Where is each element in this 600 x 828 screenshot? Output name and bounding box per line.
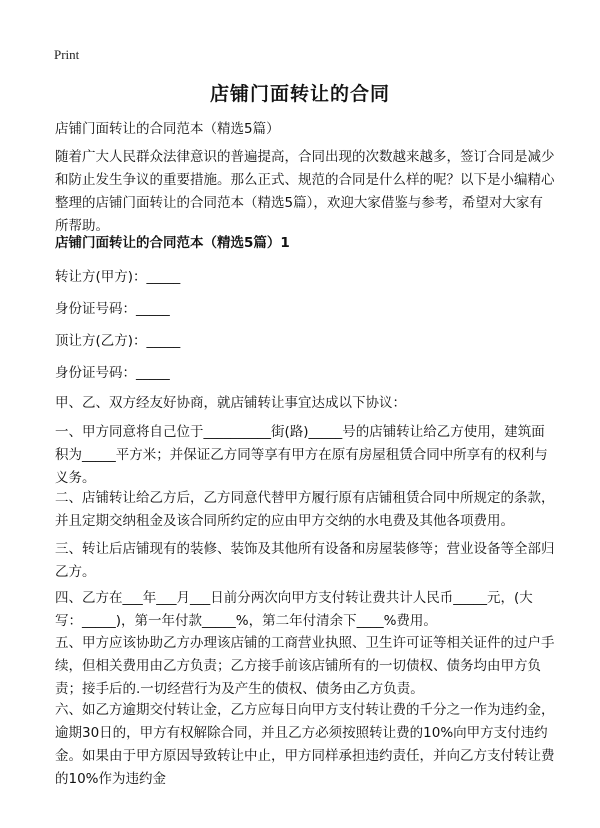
- clause-5: 五、甲方应该协助乙方办理该店铺的工商营业执照、卫生许可证等相关证件的过户手续，但相关费用由乙方负责；乙方接手前该店铺所有的一切债权、债务均由甲方负责；接手后的.一切经营行为及产生的债权、债务由乙方负责。: [55, 635, 555, 697]
- page-title: 店铺门面转让的合同: [209, 83, 390, 105]
- field-blank: _____: [146, 269, 181, 285]
- section-heading: 店铺门面转让的合同范本（精选5篇）1: [55, 235, 290, 251]
- clause-6: 六、如乙方逾期交付转让金，乙方应每日向甲方支付转让费的千分之一作为违约金，逾期30日的，甲方有权解除合同，并且乙方必须按照转让费的10%向甲方支付违约金。如果由于甲方原因导致转让中止，甲方同样承担违约责任，并向乙方支付转让费的10%作为违约金: [55, 702, 555, 787]
- clause-3: 三、转让后店铺现有的装修、装饰及其他所有设备和房屋装修等；营业设备等全部归乙方。: [55, 541, 555, 580]
- field-transferor-id: [55, 298, 555, 321]
- field-transferee-id: [55, 362, 555, 385]
- field-label: 转让方(甲方)：: [55, 269, 147, 285]
- field-blank: _____: [146, 333, 181, 349]
- print-link[interactable]: Print: [54, 47, 80, 62]
- field-label: 身份证号码：: [55, 301, 136, 317]
- field-transferee: [55, 330, 555, 353]
- agreement-intro: 甲、乙、双方经友好协商，就店铺转让事宜达成以下协议：: [55, 395, 406, 411]
- field-blank: _____: [136, 365, 170, 381]
- clause-4: 四、乙方在___年___月___日前分两次向甲方支付转让费共计人民币_____元，(大写：_____)，第一年付款_____%，第二年付清余下____%费用。: [55, 590, 533, 629]
- field-blank: _____: [136, 301, 170, 317]
- field-transferor: [55, 266, 555, 289]
- clause-1: 一、甲方同意将自己位于__________街(路)_____号的店铺转让给乙方使用，建筑面积为_____平方米；并保证乙方同等享有甲方在原有房屋租赁合同中所享有的权利与义务。: [55, 424, 548, 486]
- intro-paragraph: 随着广大人民群众法律意识的普遍提高，合同出现的次数越来越多，签订合同是减少和防止发生争议的重要措施。那么正式、规范的合同是什么样的呢？以下是小编精心整理的店铺门面转让的合同范本（精选5篇），欢迎大家借鉴与参考，希望对大家有所帮助。: [55, 149, 555, 234]
- field-label: 身份证号码：: [55, 365, 136, 381]
- clause-2: 二、店铺转让给乙方后，乙方同意代替甲方履行原有店铺租赁合同中所规定的条款，并且定期交纳租金及该合同所约定的应由甲方交纳的水电费及其他各项费用。: [55, 490, 555, 529]
- field-label: 顶让方(乙方)：: [55, 333, 147, 349]
- document-subtitle: 店铺门面转让的合同范本（精选5篇）: [55, 121, 280, 137]
